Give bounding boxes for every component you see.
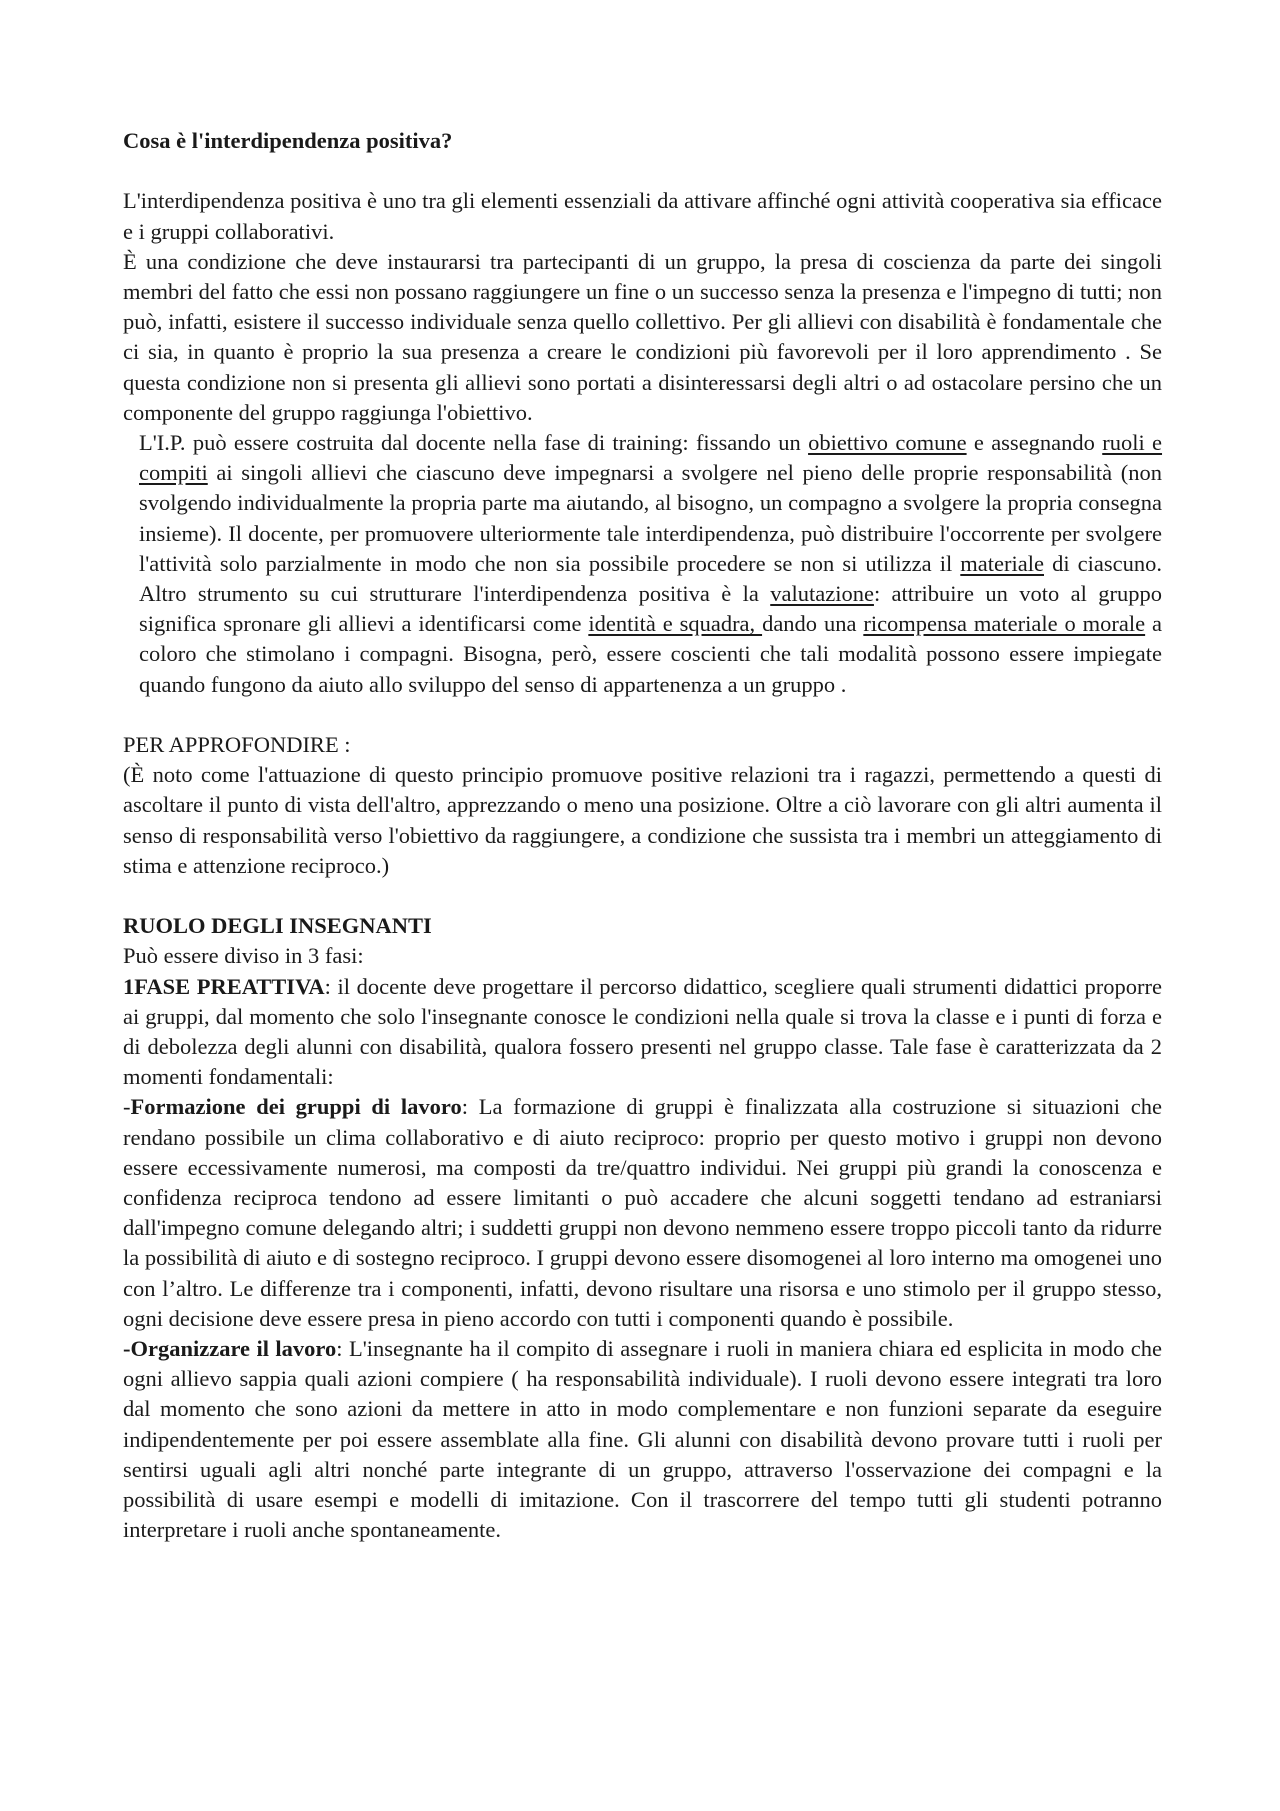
text-run: ai singoli allievi che ciascuno deve impegnarsi a svolgere nel pieno delle proprie responsabilità (non svolgendo individualmente la propria parte ma aiutando, al bisogno, un compagno a svolgere la propria consegna insieme). Il docente, per promuovere ulteriormente tale interdipendenza, può distribuire l'occorrente per svolgere l'attività solo parzialmente in modo che non sia possibile procedere se non si utilizza il — [139, 460, 1162, 576]
organizzare-paragraph — [123, 1334, 1162, 1545]
underlined-obiettivo-comune: obiettivo comune — [808, 430, 967, 456]
document-page — [123, 126, 1162, 1546]
organizzare-label: -Organizzare il lavoro — [123, 1336, 337, 1362]
spacer — [123, 700, 1162, 730]
spacer — [123, 881, 1162, 911]
ruolo-subtitle: Può essere diviso in 3 fasi: — [123, 943, 364, 969]
ruolo-heading: RUOLO DEGLI INSEGNANTI — [123, 913, 432, 939]
formazione-label: Formazione dei gruppi di lavoro — [130, 1094, 462, 1120]
intro-paragraph-2: È una condizione che deve instaurarsi tra partecipanti di un gruppo, la presa di coscienza da parte dei singoli membri del fatto che essi non possano raggiungere un fine o un successo senza la presenza e l'impegno di tutti; non può, infatti, esistere il successo individuale senza quello collettivo. Per gli allievi con disabilità è fondamentale che ci sia, in quanto è proprio la sua presenza a creare le condizioni più favorevoli per il loro apprendimento . Se questa condizione non si presenta gli allievi sono portati a disinteressarsi degli altri o ad ostacolare persino che un componente del gruppo raggiunga l'obiettivo. — [123, 248, 1162, 425]
intro-paragraph-1: L'interdipendenza positiva è uno tra gli elementi essenziali da attivare affinché ogni attività cooperativa sia efficace e i gruppi collaborativi. — [123, 188, 1162, 244]
text-run: e assegnando — [966, 430, 1103, 456]
fase1-paragraph — [123, 972, 1162, 1093]
underlined-valutazione: valutazione — [770, 581, 874, 607]
intro-paragraph-3 — [123, 428, 1162, 700]
fase1-text: : il docente deve progettare il percorso didattico, scegliere quali strumenti didattici proporre ai gruppi, dal momento che solo l'insegnante conosce le condizioni nella quale si trova la classe e i punti di forza e di debolezza degli alunni con disabilità, qualora fossero presenti nel gruppo classe. Tale fase è caratterizzata da 2 momenti fondamentali: — [123, 973, 1162, 1090]
formazione-paragraph — [123, 1092, 1162, 1334]
formazione-text: : La formazione di gruppi è finalizzata alla costruzione si situazioni che rendano possibile un clima collaborativo e di aiuto reciproco: proprio per questo motivo i gruppi non devono essere eccessivamente numerosi, ma composti da tre/quattro individui. Nei gruppi più grandi la conoscenza e confidenza reciproca tendono ad essere limitanti o può accadere che alcuni soggetti tendano ad estraniarsi dall'impegno comune delegando altri; i suddetti gruppi non devono nemmeno essere troppo piccoli tanto da ridurre la possibilità di aiuto e di sostegno reciproco. I gruppi devono essere disomogenei al loro interno ma omogenei uno con l’altro. Le differenze tra i componenti, infatti, devono risultare una risorsa e uno stimolo per il gruppo stesso, ogni decisione deve essere presa in pieno accordo con tutti i componenti quando è possibile. — [123, 1094, 1162, 1331]
page-title: Cosa è l'interdipendenza positiva? — [123, 128, 453, 153]
underlined-ricompensa: ricompensa materiale o morale — [863, 611, 1146, 637]
text-run: di ciascuno. Altro strumento su cui strutturare l'interdipendenza positiva è la — [139, 550, 1163, 607]
approfondire-heading: PER APPROFONDIRE : — [123, 732, 351, 758]
spacer — [123, 156, 1162, 186]
text-run: a coloro che stimolano i compagni. Bisogna, però, essere coscienti che tali modalità possono essere impiegate quando fungono da aiuto allo sviluppo del senso di appartenenza a un gruppo . — [139, 611, 1163, 697]
approfondire-text: (È noto come l'attuazione di questo principio promuove positive relazioni tra i ragazzi, permettendo a questi di ascoltare il punto di vista dell'altro, apprezzando o meno una posizione. Oltre a ciò lavorare con gli altri aumenta il senso di responsabilità verso l'obiettivo da raggiungere, a condizione che sussista tra i membri un atteggiamento di stima e attenzione reciproco.) — [123, 762, 1162, 878]
underlined-materiale: materiale — [960, 550, 1044, 576]
fase1-label: 1FASE PREATTIVA — [123, 973, 325, 999]
text-run: L'I.P. può essere costruita dal docente nella fase di training: fissando un — [139, 430, 809, 456]
text-run: dando una — [762, 611, 864, 637]
formazione-dash: - — [123, 1094, 131, 1120]
text-run: : attribuire un voto al gruppo significa spronare gli allievi a identificarsi come — [139, 581, 1162, 637]
underlined-identita-e-squadra: identità e squadra, — [588, 611, 763, 637]
underlined-ruoli-e-compiti: ruoli e compiti — [139, 430, 1163, 486]
organizzare-text: : L'insegnante ha il compito di assegnare i ruoli in maniera chiara ed esplicita in modo che ogni allievo sappia quali azioni compiere ( ha responsabilità individuale). I ruoli devono essere integrati tra loro dal momento che sono azioni da mettere in atto in modo complementare e non funzioni separate da eseguire indipendentemente per poi essere assemblate alla fine. Gli alunni con disabilità devono provare tutti i ruoli per sentirsi uguali agli altri nonché parte integrante di un gruppo, attraverso l'osservazione dei compagni e la possibilità di usare esempi e modelli di imitazione. Con il trascorrere del tempo tutti gli studenti potranno interpretare i ruoli anche spontaneamente. — [123, 1336, 1162, 1543]
